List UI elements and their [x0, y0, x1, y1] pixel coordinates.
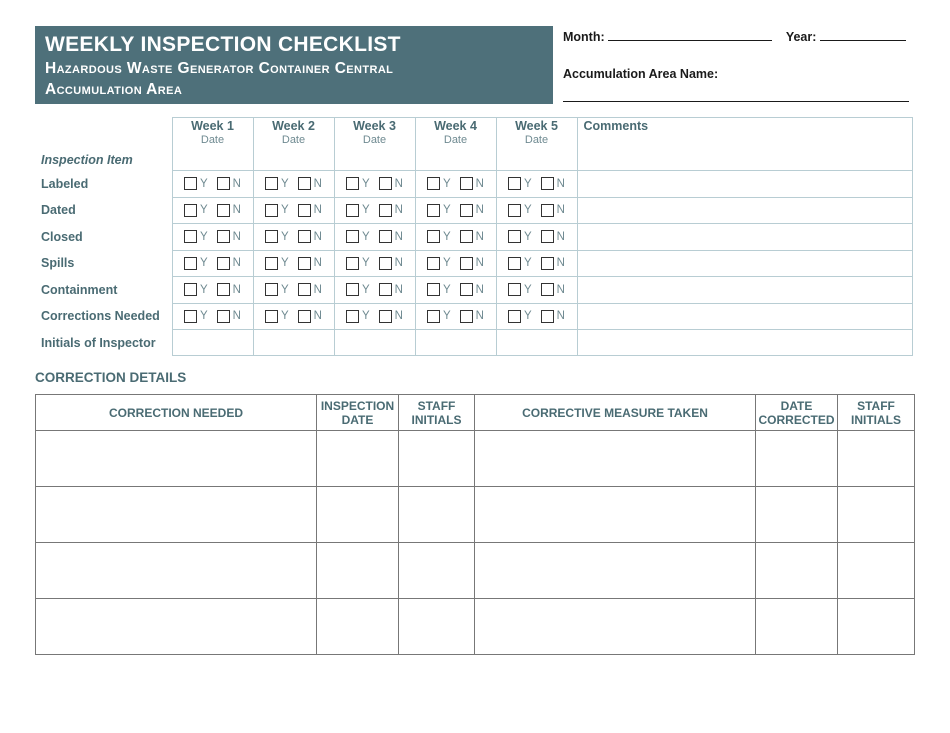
correction-cell[interactable]	[756, 543, 838, 599]
yes-checkbox[interactable]	[265, 310, 278, 323]
correction-details-title: CORRECTION DETAILS	[35, 370, 187, 385]
yes-checkbox[interactable]	[265, 230, 278, 243]
no-label: N	[475, 283, 484, 296]
month-label: Month:	[563, 30, 605, 44]
week-3-cell	[334, 224, 415, 251]
week-5-cell	[496, 250, 577, 277]
yes-label: Y	[524, 310, 532, 323]
no-label: N	[475, 204, 484, 217]
yes-checkbox[interactable]	[427, 257, 440, 270]
week-4-cell	[415, 303, 496, 330]
inspection-item-label: Labeled	[41, 176, 89, 191]
no-checkbox[interactable]	[541, 257, 554, 270]
no-label: N	[556, 283, 565, 296]
yes-checkbox[interactable]	[265, 283, 278, 296]
yes-label: Y	[443, 283, 451, 296]
yes-checkbox[interactable]	[184, 310, 197, 323]
no-label: N	[394, 177, 403, 190]
no-label: N	[313, 283, 322, 296]
correction-cell[interactable]	[838, 431, 915, 487]
correction-header-row	[36, 395, 915, 431]
initials-comment-cell[interactable]	[577, 330, 912, 356]
yes-checkbox[interactable]	[508, 204, 521, 217]
no-checkbox[interactable]	[541, 283, 554, 296]
month-field[interactable]	[608, 28, 772, 41]
correction-column-header: STAFF INITIALS	[838, 395, 915, 431]
correction-column-header: CORRECTION NEEDED	[36, 395, 317, 431]
no-label: N	[475, 177, 484, 190]
no-label: N	[394, 310, 403, 323]
yes-label: Y	[281, 177, 289, 190]
yes-label: Y	[524, 257, 532, 270]
yes-label: Y	[200, 230, 208, 243]
correction-column-header: CORRECTIVE MEASURE TAKEN	[475, 395, 756, 431]
week-3-cell	[334, 250, 415, 277]
inspection-item-header: Inspection Item	[41, 152, 133, 167]
week-3-initials-cell[interactable]	[334, 330, 415, 356]
no-label: N	[475, 230, 484, 243]
no-checkbox[interactable]	[379, 257, 392, 270]
yes-label: Y	[200, 283, 208, 296]
no-checkbox[interactable]	[217, 230, 230, 243]
week-3-header	[334, 118, 415, 171]
no-checkbox[interactable]	[460, 257, 473, 270]
correction-row	[36, 599, 915, 655]
week-2-cell	[253, 197, 334, 224]
inspection-item-label: Corrections Needed	[41, 309, 160, 324]
yes-checkbox[interactable]	[508, 283, 521, 296]
no-label: N	[313, 310, 322, 323]
week-3-cell	[334, 303, 415, 330]
no-label: N	[394, 283, 403, 296]
yes-checkbox[interactable]	[346, 283, 359, 296]
no-checkbox[interactable]	[298, 257, 311, 270]
correction-row	[36, 543, 915, 599]
yes-checkbox[interactable]	[427, 230, 440, 243]
no-checkbox[interactable]	[217, 283, 230, 296]
week-4-cell	[415, 224, 496, 251]
yes-checkbox[interactable]	[346, 310, 359, 323]
correction-cell[interactable]	[36, 487, 317, 543]
correction-cell[interactable]	[36, 543, 317, 599]
comment-cell[interactable]	[577, 250, 912, 277]
checklist-row	[35, 171, 912, 198]
no-label: N	[475, 257, 484, 270]
yes-checkbox[interactable]	[508, 177, 521, 190]
correction-cell[interactable]	[317, 487, 399, 543]
week-4-cell	[415, 250, 496, 277]
page-subtitle-line2: Accumulation Area	[45, 81, 183, 98]
yes-checkbox[interactable]	[184, 177, 197, 190]
week-1-cell	[172, 197, 253, 224]
no-checkbox[interactable]	[217, 204, 230, 217]
no-label: N	[232, 177, 241, 190]
yes-checkbox[interactable]	[508, 310, 521, 323]
comments-header: Comments	[577, 118, 912, 171]
correction-cell[interactable]	[317, 599, 399, 655]
no-checkbox[interactable]	[460, 204, 473, 217]
week-4-initials-cell[interactable]	[415, 330, 496, 356]
no-checkbox[interactable]	[460, 310, 473, 323]
week-5-cell	[496, 303, 577, 330]
correction-cell[interactable]	[399, 543, 475, 599]
week-2-header	[253, 118, 334, 171]
inspection-checklist-table	[35, 117, 913, 356]
no-label: N	[232, 283, 241, 296]
page-subtitle-line1: Hazardous Waste Generator Container Central	[45, 60, 394, 77]
week-4-header	[415, 118, 496, 171]
no-label: N	[313, 204, 322, 217]
correction-column-header: INSPECTION DATE	[317, 395, 399, 431]
yes-label: Y	[443, 257, 451, 270]
no-checkbox[interactable]	[217, 310, 230, 323]
correction-cell[interactable]	[838, 543, 915, 599]
yes-label: Y	[443, 177, 451, 190]
no-checkbox[interactable]	[379, 230, 392, 243]
no-label: N	[556, 257, 565, 270]
week-1-cell	[172, 277, 253, 304]
yes-checkbox[interactable]	[184, 230, 197, 243]
yes-checkbox[interactable]	[346, 257, 359, 270]
week-3-cell	[334, 197, 415, 224]
yes-label: Y	[281, 283, 289, 296]
no-checkbox[interactable]	[217, 177, 230, 190]
no-label: N	[313, 230, 322, 243]
yes-checkbox[interactable]	[184, 283, 197, 296]
no-checkbox[interactable]	[460, 177, 473, 190]
no-checkbox[interactable]	[460, 230, 473, 243]
no-label: N	[556, 204, 565, 217]
no-checkbox[interactable]	[298, 230, 311, 243]
yes-checkbox[interactable]	[184, 204, 197, 217]
week-date-label: Date	[200, 134, 225, 146]
correction-cell[interactable]	[399, 431, 475, 487]
week-4-cell	[415, 197, 496, 224]
week-2-cell	[253, 303, 334, 330]
week-date-label: Date	[281, 134, 306, 146]
yes-checkbox[interactable]	[265, 204, 278, 217]
comment-cell[interactable]	[577, 224, 912, 251]
week-3-cell	[334, 277, 415, 304]
yes-label: Y	[200, 204, 208, 217]
correction-details-table	[35, 394, 915, 655]
week-5-cell	[496, 277, 577, 304]
yes-checkbox[interactable]	[427, 177, 440, 190]
correction-cell[interactable]	[36, 599, 317, 655]
week-date-label: Date	[362, 134, 387, 146]
no-label: N	[394, 204, 403, 217]
checklist-row	[35, 303, 912, 330]
correction-cell[interactable]	[756, 599, 838, 655]
year-label: Year:	[785, 30, 817, 44]
comment-cell[interactable]	[577, 197, 912, 224]
yes-label: Y	[281, 310, 289, 323]
week-2-initials-cell[interactable]	[253, 330, 334, 356]
week-name: Week 4	[434, 119, 477, 133]
yes-checkbox[interactable]	[427, 204, 440, 217]
week-1-cell	[172, 171, 253, 198]
no-label: N	[394, 257, 403, 270]
correction-cell[interactable]	[838, 487, 915, 543]
yes-checkbox[interactable]	[427, 283, 440, 296]
correction-cell[interactable]	[475, 599, 756, 655]
week-4-cell	[415, 171, 496, 198]
yes-label: Y	[281, 204, 289, 217]
no-label: N	[394, 230, 403, 243]
yes-checkbox[interactable]	[265, 257, 278, 270]
no-label: N	[475, 310, 484, 323]
title-banner	[35, 26, 553, 104]
comment-cell[interactable]	[577, 277, 912, 304]
no-label: N	[556, 230, 565, 243]
yes-label: Y	[281, 257, 289, 270]
week-date-label: Date	[443, 134, 468, 146]
no-checkbox[interactable]	[379, 177, 392, 190]
initials-label: Initials of Inspector	[41, 335, 156, 350]
week-5-initials-cell[interactable]	[496, 330, 577, 356]
yes-label: Y	[281, 230, 289, 243]
correction-cell[interactable]	[756, 487, 838, 543]
week-5-cell	[496, 171, 577, 198]
yes-checkbox[interactable]	[184, 257, 197, 270]
comment-cell[interactable]	[577, 303, 912, 330]
correction-cell[interactable]	[475, 543, 756, 599]
week-5-cell	[496, 197, 577, 224]
yes-checkbox[interactable]	[508, 230, 521, 243]
no-label: N	[556, 177, 565, 190]
yes-checkbox[interactable]	[265, 177, 278, 190]
correction-column-header: DATE CORRECTED	[756, 395, 838, 431]
area-name-label: Accumulation Area Name:	[563, 67, 719, 81]
yes-checkbox[interactable]	[346, 177, 359, 190]
week-1-cell	[172, 303, 253, 330]
checklist-row	[35, 224, 912, 251]
no-checkbox[interactable]	[298, 283, 311, 296]
no-label: N	[232, 257, 241, 270]
correction-cell[interactable]	[838, 599, 915, 655]
yes-label: Y	[362, 283, 370, 296]
week-4-cell	[415, 277, 496, 304]
correction-cell[interactable]	[36, 431, 317, 487]
no-label: N	[313, 177, 322, 190]
yes-label: Y	[362, 204, 370, 217]
no-checkbox[interactable]	[298, 177, 311, 190]
inspection-item-label: Spills	[41, 256, 75, 271]
yes-checkbox[interactable]	[346, 204, 359, 217]
correction-row	[36, 487, 915, 543]
correction-column-header: STAFF INITIALS	[399, 395, 475, 431]
inspection-item-label: Containment	[41, 282, 118, 297]
week-name: Week 1	[191, 119, 234, 133]
yes-label: Y	[443, 204, 451, 217]
correction-cell[interactable]	[317, 543, 399, 599]
correction-cell[interactable]	[399, 599, 475, 655]
correction-cell[interactable]	[317, 431, 399, 487]
no-label: N	[232, 310, 241, 323]
week-name: Week 3	[353, 119, 396, 133]
yes-label: Y	[200, 257, 208, 270]
no-checkbox[interactable]	[460, 283, 473, 296]
checklist-row	[35, 197, 912, 224]
correction-cell[interactable]	[756, 431, 838, 487]
yes-label: Y	[443, 230, 451, 243]
yes-label: Y	[524, 177, 532, 190]
no-label: N	[313, 257, 322, 270]
yes-label: Y	[524, 230, 532, 243]
correction-cell[interactable]	[475, 487, 756, 543]
no-checkbox[interactable]	[298, 204, 311, 217]
week-2-cell	[253, 224, 334, 251]
week-3-cell	[334, 171, 415, 198]
week-2-cell	[253, 250, 334, 277]
yes-label: Y	[362, 257, 370, 270]
no-checkbox[interactable]	[541, 204, 554, 217]
no-checkbox[interactable]	[379, 204, 392, 217]
yes-checkbox[interactable]	[427, 310, 440, 323]
inspection-item-label: Closed	[41, 229, 83, 244]
correction-cell[interactable]	[475, 431, 756, 487]
year-field[interactable]	[820, 28, 906, 41]
yes-label: Y	[362, 230, 370, 243]
comment-cell[interactable]	[577, 171, 912, 198]
initials-row	[35, 330, 912, 356]
area-name-field[interactable]	[563, 89, 909, 102]
yes-label: Y	[362, 177, 370, 190]
week-date-label: Date	[524, 134, 549, 146]
yes-checkbox[interactable]	[508, 257, 521, 270]
yes-label: Y	[524, 283, 532, 296]
week-name: Week 5	[515, 119, 558, 133]
week-5-header	[496, 118, 577, 171]
checklist-row	[35, 277, 912, 304]
checklist-row	[35, 250, 912, 277]
correction-cell[interactable]	[399, 487, 475, 543]
yes-label: Y	[524, 204, 532, 217]
no-checkbox[interactable]	[298, 310, 311, 323]
no-checkbox[interactable]	[541, 230, 554, 243]
correction-row	[36, 431, 915, 487]
week-2-cell	[253, 277, 334, 304]
no-checkbox[interactable]	[541, 177, 554, 190]
yes-label: Y	[362, 310, 370, 323]
week-2-cell	[253, 171, 334, 198]
yes-label: Y	[443, 310, 451, 323]
week-1-initials-cell[interactable]	[172, 330, 253, 356]
week-name: Week 2	[272, 119, 315, 133]
no-checkbox[interactable]	[379, 310, 392, 323]
yes-checkbox[interactable]	[346, 230, 359, 243]
yes-label: Y	[200, 177, 208, 190]
week-5-cell	[496, 224, 577, 251]
yes-label: Y	[200, 310, 208, 323]
no-label: N	[232, 204, 241, 217]
inspection-item-label: Dated	[41, 203, 76, 218]
no-checkbox[interactable]	[217, 257, 230, 270]
week-1-cell	[172, 250, 253, 277]
no-checkbox[interactable]	[379, 283, 392, 296]
week-1-header	[172, 118, 253, 171]
week-1-cell	[172, 224, 253, 251]
no-label: N	[556, 310, 565, 323]
no-label: N	[232, 230, 241, 243]
page-title: WEEKLY INSPECTION CHECKLIST	[45, 33, 401, 56]
no-checkbox[interactable]	[541, 310, 554, 323]
